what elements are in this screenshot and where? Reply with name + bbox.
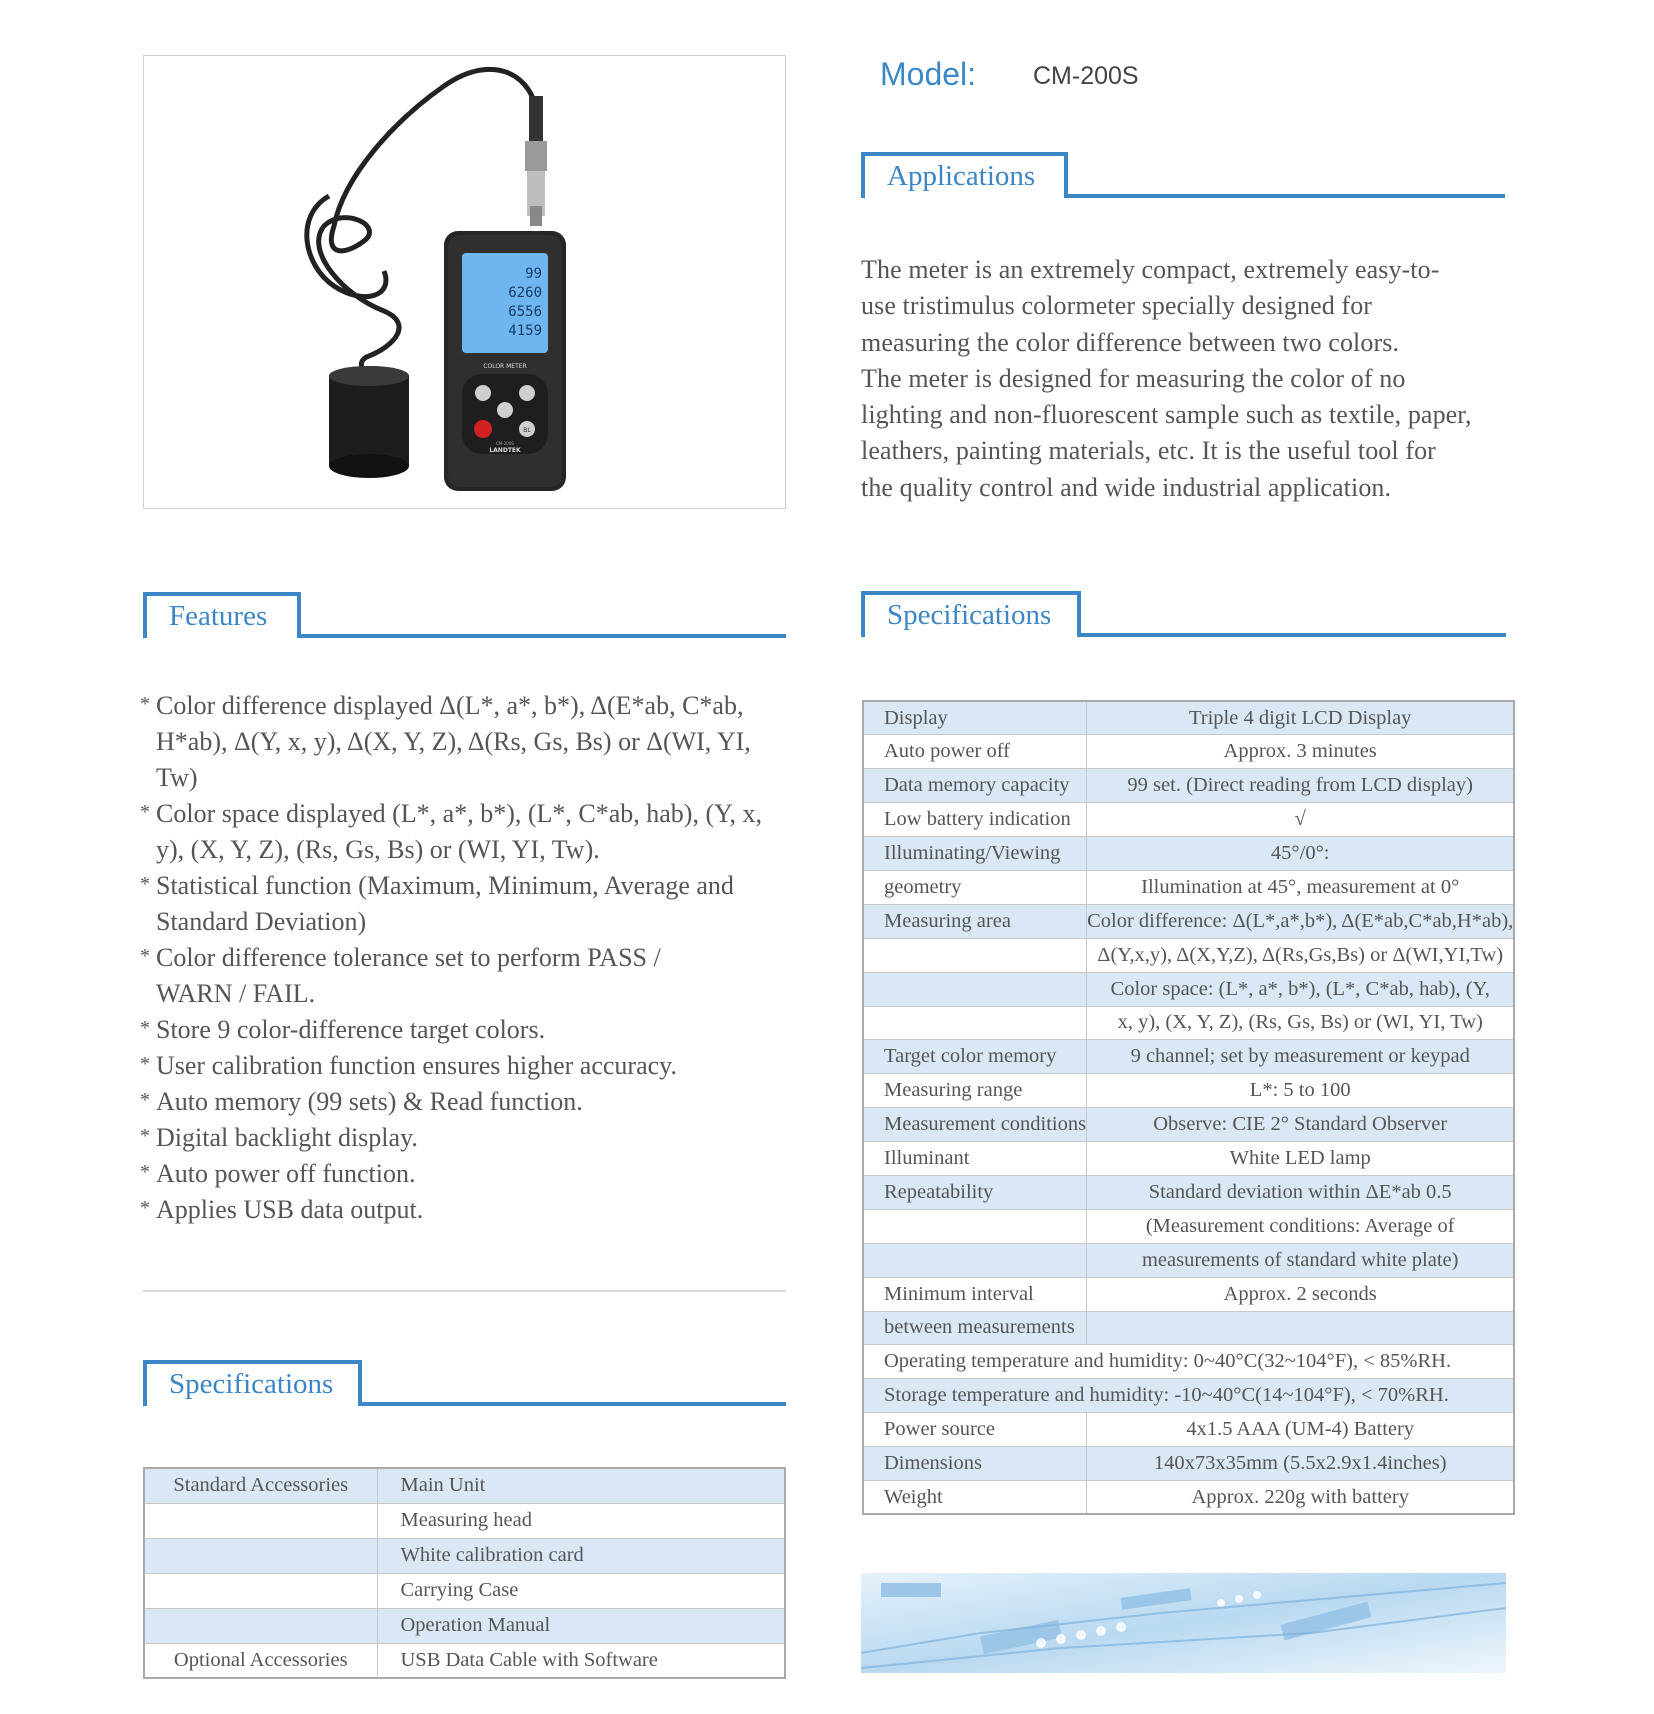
spec-value: 45°/0°: — [1087, 837, 1515, 871]
spec-key: Data memory capacity — [863, 769, 1087, 803]
spec-value: Δ(Y,x,y), Δ(X,Y,Z), Δ(Rs,Gs,Bs) or Δ(WI,YI,Tw) — [1087, 938, 1515, 972]
section-divider — [143, 1290, 786, 1292]
table-row — [863, 972, 1514, 1006]
applications-line: leathers, painting materials, etc. It is the useful tool for — [861, 436, 1436, 466]
spec-key: Low battery indication — [863, 803, 1087, 837]
spec-key — [863, 1006, 1087, 1040]
feature-item: * Color difference displayed Δ(L*, a*, b*), Δ(E*ab, C*ab, H*ab), Δ(Y, x, y), Δ(X, Y, Z), Δ(Rs, Gs, Bs) or Δ(WI, YI, Tw) — [140, 691, 751, 792]
table-row — [863, 1413, 1514, 1447]
spec-value — [1087, 1311, 1515, 1345]
keypad-button — [519, 385, 535, 401]
accessory-category — [144, 1538, 377, 1573]
svg-text:4159: 4159 — [508, 323, 542, 339]
spec-value: Standard deviation within ΔE*ab 0.5 — [1087, 1175, 1515, 1209]
table-row — [863, 1480, 1514, 1514]
table-row — [863, 1243, 1514, 1277]
table-row — [863, 1345, 1514, 1379]
table-row — [144, 1573, 785, 1608]
spec-value: √ — [1087, 803, 1515, 837]
feature-item: * Digital backlight display. — [140, 1123, 418, 1152]
svg-text:6260: 6260 — [508, 285, 542, 301]
table-row — [863, 870, 1514, 904]
spec-value: Approx. 2 seconds — [1087, 1277, 1515, 1311]
table-row — [863, 1447, 1514, 1481]
table-row — [863, 837, 1514, 871]
spec-key: Auto power off — [863, 735, 1087, 769]
accessories-table — [143, 1467, 786, 1679]
table-row — [863, 938, 1514, 972]
accessory-item: USB Data Cable with Software — [377, 1643, 785, 1678]
accessory-item: Operation Manual — [377, 1608, 785, 1643]
applications-line: use tristimulus colormeter specially designed for — [861, 291, 1373, 321]
table-row — [144, 1503, 785, 1538]
feature-item: * Color difference tolerance set to perform PASS / WARN / FAIL. — [140, 943, 661, 1008]
table-row — [863, 904, 1514, 938]
spec-key — [863, 1243, 1087, 1277]
specifications-right-title: Specifications — [861, 591, 1081, 637]
model-label: Model: — [880, 56, 977, 92]
spec-wide-cell: Storage temperature and humidity: -10~40°C(14~104°F), < 70%RH. — [863, 1379, 1514, 1413]
accessory-category — [144, 1503, 377, 1538]
spec-value: (Measurement conditions: Average of — [1087, 1209, 1515, 1243]
feature-item: * Applies USB data output. — [140, 1195, 424, 1224]
features-header — [143, 592, 786, 642]
spec-key: Minimum interval — [863, 1277, 1087, 1311]
spec-value: L*: 5 to 100 — [1087, 1074, 1515, 1108]
applications-text — [861, 252, 1551, 506]
circuit-banner-image — [861, 1573, 1506, 1673]
accessory-category: Standard Accessories — [144, 1468, 377, 1503]
spec-key — [863, 1209, 1087, 1243]
spec-value: 99 set. (Direct reading from LCD display) — [1087, 769, 1515, 803]
spec-key: Display — [863, 701, 1087, 735]
table-row — [863, 769, 1514, 803]
spec-key: Target color memory — [863, 1040, 1087, 1074]
keypad-button — [497, 402, 513, 418]
feature-item: * Statistical function (Maximum, Minimum, Average and Standard Deviation) — [140, 871, 734, 936]
spec-key: Measurement conditions — [863, 1108, 1087, 1142]
table-row — [863, 735, 1514, 769]
applications-line: The meter is an extremely compact, extremely easy-to- — [861, 255, 1440, 284]
svg-text:LANDTEK: LANDTEK — [489, 447, 521, 454]
feature-item: * Store 9 color-difference target colors. — [140, 1015, 546, 1044]
feature-item: * Auto power off function. — [140, 1159, 416, 1188]
spec-value: Color difference: Δ(L*,a*,b*), Δ(E*ab,C*ab,H*ab), — [1087, 904, 1515, 938]
table-row — [863, 1277, 1514, 1311]
spec-value: Color space: (L*, a*, b*), (L*, C*ab, hab), (Y, — [1087, 972, 1515, 1006]
accessory-category — [144, 1573, 377, 1608]
features-list — [140, 688, 800, 1228]
feature-item: * Color space displayed (L*, a*, b*), (L*, C*ab, hab), (Y, x, y), (X, Y, Z), (Rs, Gs, Bs) or (WI, YI, Tw). — [140, 799, 763, 864]
spec-key: Weight — [863, 1480, 1087, 1514]
applications-header — [861, 152, 1505, 202]
svg-text:BL: BL — [523, 427, 531, 434]
spec-key: Measuring area — [863, 904, 1087, 938]
table-row — [144, 1538, 785, 1573]
table-row — [863, 1040, 1514, 1074]
product-photo — [143, 55, 786, 509]
applications-line: the quality control and wide industrial application. — [861, 472, 1392, 502]
table-row — [144, 1643, 785, 1678]
spec-key — [863, 938, 1087, 972]
spec-value: 9 channel; set by measurement or keypad — [1087, 1040, 1515, 1074]
spec-key: Illuminant — [863, 1142, 1087, 1176]
color-meter-illustration — [144, 56, 785, 508]
power-button — [474, 420, 492, 438]
spec-value: measurements of standard white plate) — [1087, 1243, 1515, 1277]
table-row — [863, 701, 1514, 735]
accessory-item: Carrying Case — [377, 1573, 785, 1608]
feature-item: * Auto memory (99 sets) & Read function. — [140, 1087, 583, 1116]
table-row — [863, 1209, 1514, 1243]
table-row — [863, 1074, 1514, 1108]
svg-text:99: 99 — [525, 266, 542, 282]
specifications-right-header — [861, 591, 1506, 641]
applications-line: lighting and non-fluorescent sample such as textile, paper, — [861, 400, 1472, 430]
svg-text:CM-200S: CM-200S — [496, 441, 514, 446]
applications-title: Applications — [861, 152, 1068, 198]
spec-value: Triple 4 digit LCD Display — [1087, 701, 1515, 735]
spec-key: Dimensions — [863, 1447, 1087, 1481]
keypad-button — [475, 385, 491, 401]
table-row — [863, 803, 1514, 837]
table-row — [144, 1608, 785, 1643]
svg-text:COLOR METER: COLOR METER — [483, 363, 527, 370]
specifications-left-header — [143, 1360, 786, 1410]
spec-key: Repeatability — [863, 1175, 1087, 1209]
table-row — [144, 1468, 785, 1503]
spec-value: Observe: CIE 2° Standard Observer — [1087, 1108, 1515, 1142]
spec-value: Approx. 3 minutes — [1087, 735, 1515, 769]
spec-value: 140x73x35mm (5.5x2.9x1.4inches) — [1087, 1447, 1515, 1481]
spec-key: Measuring range — [863, 1074, 1087, 1108]
table-row — [863, 1175, 1514, 1209]
spec-wide-cell: Operating temperature and humidity: 0~40°C(32~104°F), < 85%RH. — [863, 1345, 1514, 1379]
spec-value: 4x1.5 AAA (UM-4) Battery — [1087, 1413, 1515, 1447]
applications-line: The meter is designed for measuring the color of no — [861, 363, 1406, 393]
accessory-category: Optional Accessories — [144, 1643, 377, 1678]
spec-key: Illuminating/Viewing — [863, 837, 1087, 871]
accessory-item: Main Unit — [377, 1468, 785, 1503]
svg-text:6556: 6556 — [508, 304, 542, 320]
table-row — [863, 1142, 1514, 1176]
feature-item: * User calibration function ensures higher accuracy. — [140, 1051, 677, 1080]
model-value: CM-200S — [1033, 62, 1139, 90]
spec-key: Power source — [863, 1413, 1087, 1447]
table-row — [863, 1311, 1514, 1345]
accessory-category — [144, 1608, 377, 1643]
applications-line: measuring the color difference between two colors. — [861, 327, 1400, 357]
specifications-table — [862, 700, 1515, 1515]
spec-value: Approx. 220g with battery — [1087, 1480, 1515, 1514]
accessory-item: White calibration card — [377, 1538, 785, 1573]
table-row — [863, 1006, 1514, 1040]
table-row — [863, 1379, 1514, 1413]
spec-key: geometry — [863, 870, 1087, 904]
spec-value: White LED lamp — [1087, 1142, 1515, 1176]
table-row — [863, 1108, 1514, 1142]
spec-key: between measurements — [863, 1311, 1087, 1345]
spec-key — [863, 972, 1087, 1006]
specifications-left-title: Specifications — [143, 1360, 362, 1406]
spec-value: x, y), (X, Y, Z), (Rs, Gs, Bs) or (WI, YI, Tw) — [1087, 1006, 1515, 1040]
spec-value: Illumination at 45°, measurement at 0° — [1087, 870, 1515, 904]
features-title: Features — [143, 592, 301, 638]
accessory-item: Measuring head — [377, 1503, 785, 1538]
